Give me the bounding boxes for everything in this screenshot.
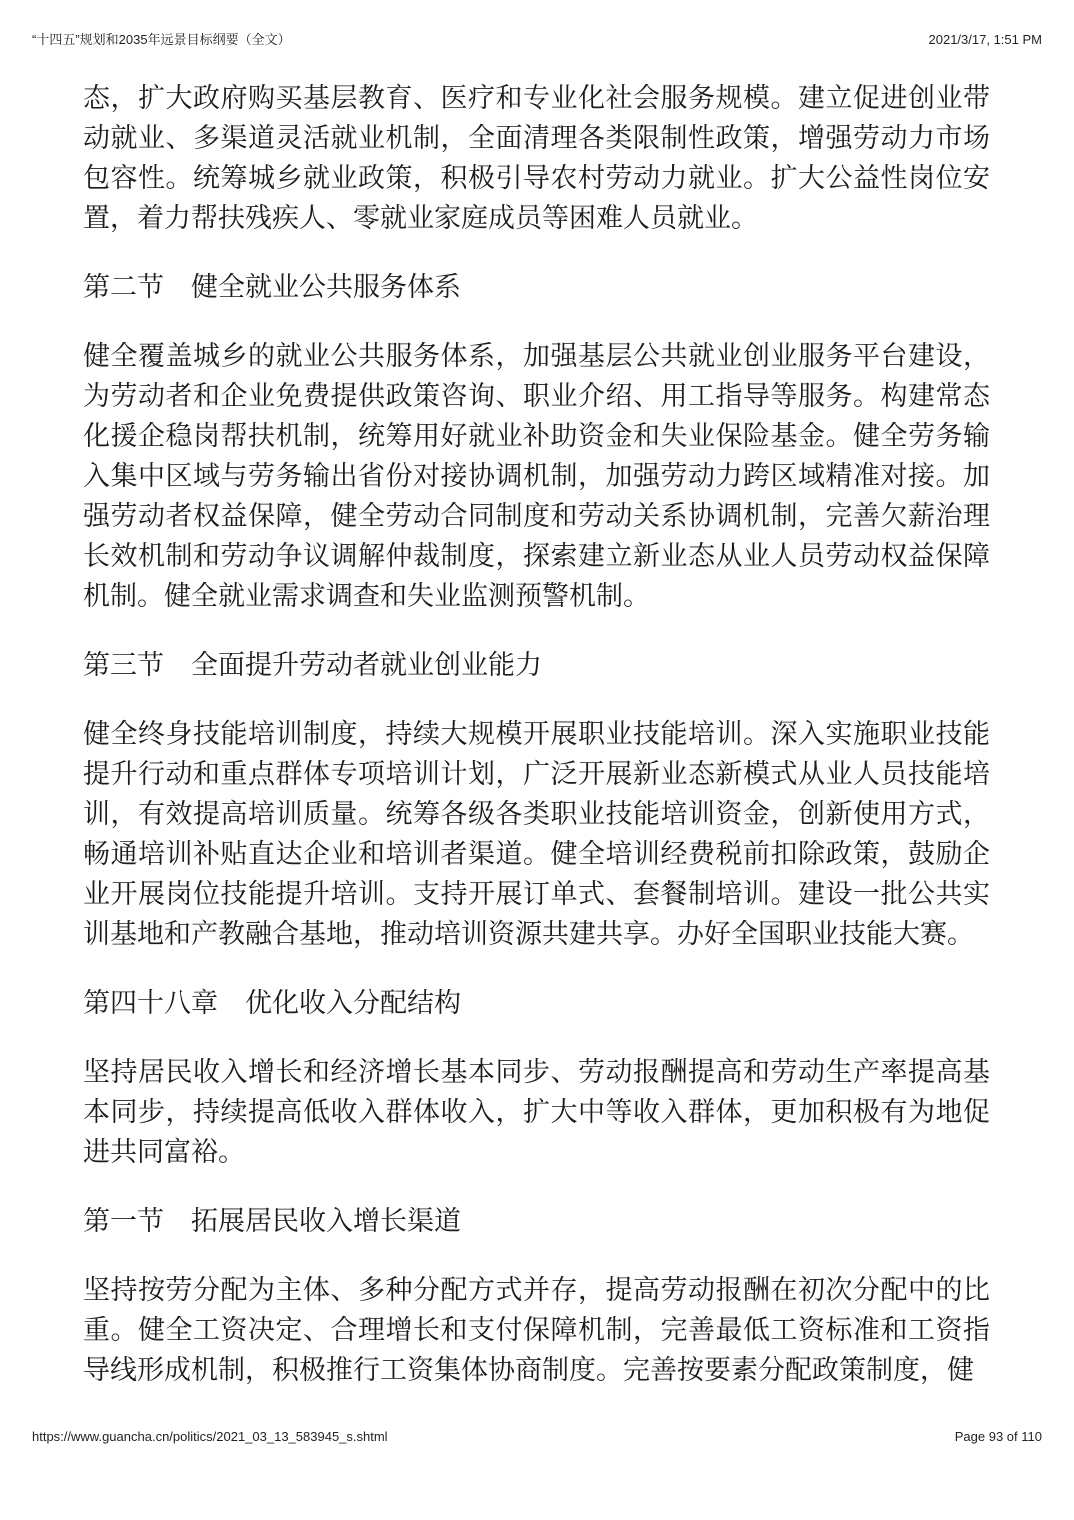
paragraph-line: 业开展岗位技能提升培训。支持开展订单式、套餐制培训。建设一批公共实	[83, 879, 990, 909]
section-heading: 第四十八章 优化收入分配结构	[83, 988, 461, 1018]
paragraph	[83, 336, 990, 616]
paragraph-line: 态，扩大政府购买基层教育、医疗和专业化社会服务规模。建立促进创业带	[83, 83, 990, 113]
paragraph-line: 置，着力帮扶残疾人、零就业家庭成员等困难人员就业。	[83, 203, 758, 233]
paragraph	[83, 714, 990, 954]
paragraph-line: 健全覆盖城乡的就业公共服务体系，加强基层公共就业创业服务平台建设，	[83, 341, 990, 371]
paragraph-line: 重。健全工资决定、合理增长和支付保障机制，完善最低工资标准和工资指	[83, 1315, 990, 1345]
section-heading: 第二节 健全就业公共服务体系	[83, 272, 461, 302]
paragraph-line: 本同步，持续提高低收入群体收入，扩大中等收入群体，更加积极有为地促	[83, 1097, 990, 1127]
paragraph-line: 坚持居民收入增长和经济增长基本同步、劳动报酬提高和劳动生产率提高基	[83, 1057, 990, 1087]
section-heading: 第一节 拓展居民收入增长渠道	[83, 1206, 461, 1236]
paragraph-line: 健全终身技能培训制度，持续大规模开展职业技能培训。深入实施职业技能	[83, 719, 990, 749]
paragraph-line: 导线形成机制，积极推行工资集体协商制度。完善按要素分配政策制度，健	[83, 1355, 974, 1385]
print-footer-page-number: Page 93 of 110	[954, 1429, 1042, 1444]
paragraph-line: 训基地和产教融合基地，推动培训资源共建共享。办好全国职业技能大赛。	[83, 919, 974, 949]
paragraph	[83, 1052, 990, 1172]
paragraph-line: 畅通培训补贴直达企业和培训者渠道。健全培训经费税前扣除政策，鼓励企	[83, 839, 990, 869]
paragraph-line: 化援企稳岗帮扶机制，统筹用好就业补助资金和失业保险基金。健全劳务输	[83, 421, 990, 451]
section-heading: 第三节 全面提升劳动者就业创业能力	[83, 650, 542, 680]
paragraph	[83, 1270, 990, 1390]
print-header-title: “十四五”规划和2035年远景目标纲要（全文）	[32, 32, 291, 47]
paragraph-line: 进共同富裕。	[83, 1137, 245, 1167]
print-footer-url[interactable]: https://www.guancha.cn/politics/2021_03_13_583945_s.shtml	[32, 1429, 388, 1444]
paragraph-line: 强劳动者权益保障，健全劳动合同制度和劳动关系协调机制，完善欠薪治理	[83, 501, 990, 531]
paragraph-line: 长效机制和劳动争议调解仲裁制度，探索建立新业态从业人员劳动权益保障	[83, 541, 990, 571]
paragraph-line: 坚持按劳分配为主体、多种分配方式并存，提高劳动报酬在初次分配中的比	[83, 1275, 990, 1305]
paragraph	[83, 78, 990, 238]
paragraph-line: 机制。健全就业需求调查和失业监测预警机制。	[83, 581, 650, 611]
paragraph-line: 训，有效提高培训质量。统筹各级各类职业技能培训资金，创新使用方式，	[83, 799, 990, 829]
paragraph-line: 提升行动和重点群体专项培训计划，广泛开展新业态新模式从业人员技能培	[83, 759, 990, 789]
paragraph-line: 动就业、多渠道灵活就业机制，全面清理各类限制性政策，增强劳动力市场	[83, 123, 990, 153]
paragraph-line: 为劳动者和企业免费提供政策咨询、职业介绍、用工指导等服务。构建常态	[83, 381, 990, 411]
paragraph-line: 包容性。统筹城乡就业政策，积极引导农村劳动力就业。扩大公益性岗位安	[83, 163, 990, 193]
paragraph-line: 入集中区域与劳务输出省份对接协调机制，加强劳动力跨区域精准对接。加	[83, 461, 990, 491]
print-header-datetime: 2021/3/17, 1:51 PM	[928, 32, 1042, 47]
article-body	[83, 78, 990, 1419]
